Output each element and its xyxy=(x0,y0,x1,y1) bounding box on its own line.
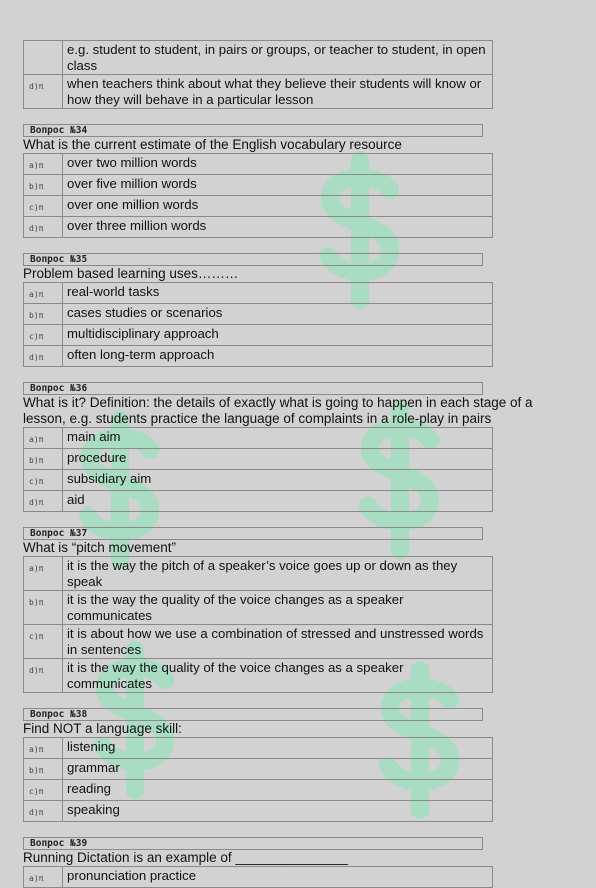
option-letter: d)π xyxy=(24,217,63,238)
option-letter: d)π xyxy=(24,801,63,822)
option-letter: c)π xyxy=(24,325,63,346)
question-header: Вопрос №39 xyxy=(23,837,483,850)
option-letter: d)π xyxy=(24,491,63,512)
option-text: reading xyxy=(63,780,493,801)
question-options xyxy=(23,427,493,512)
option-row xyxy=(24,217,493,238)
option-row xyxy=(24,428,493,449)
option-text: speaking xyxy=(63,801,493,822)
document-page xyxy=(23,40,533,888)
question-header: Вопрос №34 xyxy=(23,124,483,137)
question-header: Вопрос №35 xyxy=(23,253,483,266)
option-row xyxy=(24,625,493,659)
question-options xyxy=(23,282,493,367)
question-text: Find NOT a language skill: xyxy=(23,721,182,736)
option-letter: a)π xyxy=(24,154,63,175)
option-text: grammar xyxy=(63,759,493,780)
option-row xyxy=(24,801,493,822)
question-text: Problem based learning uses……… xyxy=(23,266,239,281)
option-text: cases studies or scenarios xyxy=(63,304,493,325)
question-header: Вопрос №38 xyxy=(23,708,483,721)
option-row xyxy=(24,759,493,780)
option-letter: b)π xyxy=(24,175,63,196)
option-letter: a)π xyxy=(24,867,63,888)
option-text: listening xyxy=(63,738,493,759)
option-text: it is about how we use a combination of stressed and unstressed words in sentences xyxy=(63,625,493,659)
option-text: when teachers think about what they believe their students will know or how they will behave in a particular lesson xyxy=(63,75,493,109)
option-row xyxy=(24,780,493,801)
question-text: Running Dictation is an example of _______________ xyxy=(23,850,348,865)
option-text: over three million words xyxy=(63,217,493,238)
option-text: over five million words xyxy=(63,175,493,196)
question-options xyxy=(23,737,493,822)
option-letter: c)π xyxy=(24,470,63,491)
option-row xyxy=(24,154,493,175)
option-row xyxy=(24,449,493,470)
option-text: subsidiary aim xyxy=(63,470,493,491)
option-letter: b)π xyxy=(24,449,63,470)
option-letter: b)π xyxy=(24,591,63,625)
option-text: main aim xyxy=(63,428,493,449)
option-row xyxy=(24,470,493,491)
option-text: it is the way the pitch of a speaker’s voice goes up or down as they speak xyxy=(63,557,493,591)
option-text: it is the way the quality of the voice changes as a speaker communicates xyxy=(63,659,493,693)
question-header: Вопрос №37 xyxy=(23,527,483,540)
option-row xyxy=(24,196,493,217)
question-header: Вопрос №36 xyxy=(23,382,483,395)
option-row xyxy=(24,491,493,512)
option-row xyxy=(24,283,493,304)
option-letter xyxy=(24,41,63,75)
option-text: pronunciation practice xyxy=(63,867,493,888)
question-text: What is it? Definition: the details of exactly what is going to happen in each stage of a lesson, e.g. students practice the language of complaints in a role-play in pairs xyxy=(23,395,533,426)
previous-question-options xyxy=(23,40,493,109)
option-letter: c)π xyxy=(24,196,63,217)
option-text: over two million words xyxy=(63,154,493,175)
option-row xyxy=(24,325,493,346)
question-options xyxy=(23,556,493,693)
option-row xyxy=(24,175,493,196)
option-letter: a)π xyxy=(24,738,63,759)
option-letter: d)π xyxy=(24,346,63,367)
option-letter: a)π xyxy=(24,283,63,304)
question-text: What is “pitch movement” xyxy=(23,540,177,555)
option-text: procedure xyxy=(63,449,493,470)
question-text: What is the current estimate of the English vocabulary resource xyxy=(23,137,402,152)
option-letter: d)π xyxy=(24,659,63,693)
option-letter: a)π xyxy=(24,428,63,449)
option-letter: b)π xyxy=(24,759,63,780)
option-row xyxy=(24,557,493,591)
option-text: real-world tasks xyxy=(63,283,493,304)
option-text: often long-term approach xyxy=(63,346,493,367)
option-row xyxy=(24,304,493,325)
option-letter: a)π xyxy=(24,557,63,591)
option-row xyxy=(24,659,493,693)
option-text: it is the way the quality of the voice changes as a speaker communicates xyxy=(63,591,493,625)
option-letter: b)π xyxy=(24,304,63,325)
option-letter: c)π xyxy=(24,625,63,659)
option-letter: c)π xyxy=(24,780,63,801)
option-row xyxy=(24,591,493,625)
option-text: over one million words xyxy=(63,196,493,217)
option-row xyxy=(24,346,493,367)
option-text: e.g. student to student, in pairs or groups, or teacher to student, in open class xyxy=(63,41,493,75)
question-options xyxy=(23,866,493,888)
option-row xyxy=(24,41,493,75)
option-row xyxy=(24,867,493,888)
option-letter: d)π xyxy=(24,75,63,109)
option-row xyxy=(24,75,493,109)
option-row xyxy=(24,738,493,759)
question-options xyxy=(23,153,493,238)
option-text: multidisciplinary approach xyxy=(63,325,493,346)
option-text: aid xyxy=(63,491,493,512)
